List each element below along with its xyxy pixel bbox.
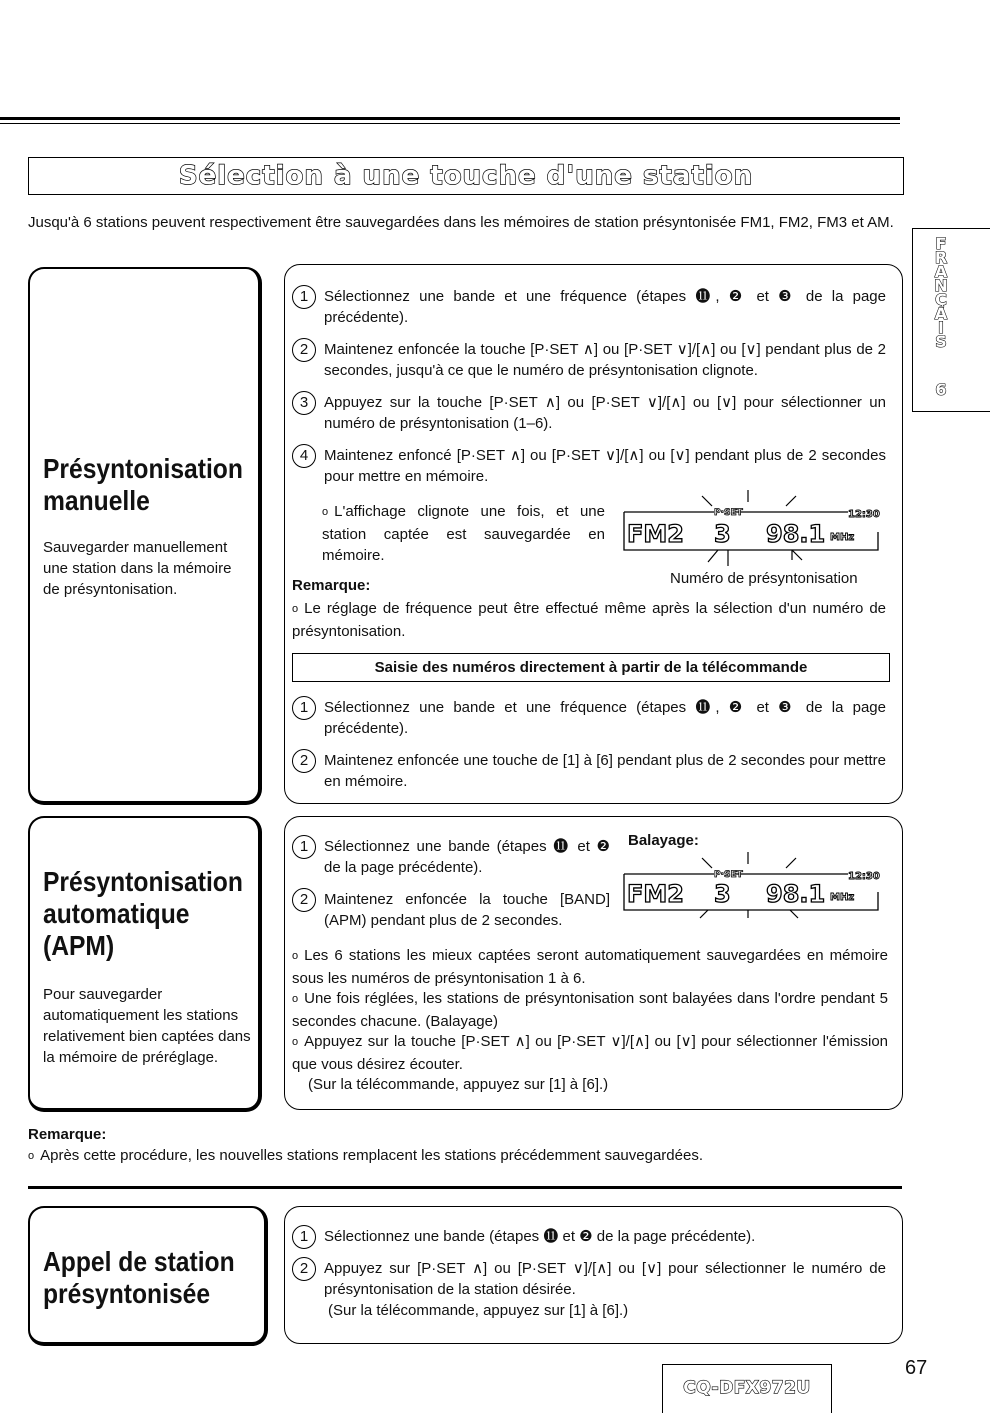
remote-step-1	[292, 697, 886, 739]
recall-step-2	[292, 1258, 886, 1300]
recall-heading-line2: présyntonisée	[43, 1278, 211, 1309]
auto-step-2	[292, 889, 610, 931]
lcd-band: FM2	[627, 520, 684, 548]
recall-step-1	[292, 1226, 886, 1249]
lcd-band: FM2	[627, 880, 684, 908]
remote-step-2	[292, 750, 886, 792]
lcd-display-graphic	[618, 490, 884, 570]
display-bullet: o L'affichage clignote une fois, et une station captée est sauvegardée en mémoire.	[322, 501, 605, 566]
auto-bullet-1: o Les 6 stations les mieux captées seront automatiquement sauvegardées en mémoire sous les numéros de présyntonisation 1 à 6.	[292, 945, 888, 989]
manual-heading-box	[28, 267, 262, 805]
auto-remote-note: (Sur la télécommande, appuyez sur [1] à [6].)	[308, 1076, 609, 1093]
step-text: Sélectionnez une bande et une fréquence (étapes ⓫, ❷ et ❸ de la page précédente).	[324, 288, 886, 326]
step-text: Appuyez sur [P·SET ∧] ou [P·SET ∨]/[∧] ou [∨] pour sélectionner le numéro de présyntonisation de la station désirée.	[324, 1260, 886, 1298]
tab-letter: A	[934, 262, 948, 281]
page-title: Sélection à une touche d'une station	[178, 161, 754, 191]
auto-bullet-2: o Une fois réglées, les stations de présyntonisation sont balayées dans l'ordre pendant 5 secondes chacune. (Balayage)	[292, 988, 888, 1032]
lcd-clock: 12:30	[848, 871, 880, 882]
lcd-unit: MHz	[830, 532, 855, 543]
remote-subsection-title: Saisie des numéros directement à partir de la télécommande	[292, 653, 890, 682]
auto-heading-line2: automatique	[43, 898, 190, 929]
manual-step-2	[292, 339, 886, 381]
language-tab	[912, 228, 990, 412]
lcd-pset-label: P·SET	[714, 870, 743, 880]
tab-letter: I	[938, 318, 944, 337]
auto-step-1	[292, 836, 610, 878]
scan-label: Balayage:	[628, 832, 699, 849]
tab-letter: R	[934, 248, 948, 267]
step-number: 4	[292, 444, 316, 468]
lcd-unit: MHz	[830, 892, 855, 903]
lcd-frequency: 98.1	[766, 880, 826, 908]
tab-letter: Ç	[935, 290, 947, 309]
auto-heading-line1: Présyntonisation	[43, 866, 243, 897]
step-text: Sélectionnez une bande (étapes ⓫ et ❷ de la page précédente).	[324, 1228, 756, 1245]
remark-text: o Après cette procédure, les nouvelles stations remplacent les stations précédemment sauvegardées.	[28, 1145, 898, 1168]
remark-label: Remarque:	[28, 1126, 107, 1143]
language-tab-number: 6	[935, 380, 947, 399]
manual-remark-text: o Le réglage de fréquence peut être effectué même après la sélection d'un numéro de présyntonisation.	[292, 598, 886, 642]
section-divider	[28, 1186, 902, 1189]
step-number: 2	[292, 1257, 316, 1281]
manual-step-1	[292, 286, 886, 328]
step-text: Maintenez enfoncée une touche de [1] à [6] pendant plus de 2 secondes pour mettre en mémoire.	[324, 752, 886, 790]
auto-heading-box	[28, 816, 262, 1112]
step-number: 2	[292, 749, 316, 773]
recall-remote-note: (Sur la télécommande, appuyez sur [1] à [6].)	[328, 1302, 629, 1319]
step-number: 1	[292, 1225, 316, 1249]
intro-paragraph: Jusqu'à 6 stations peuvent respectivement être sauvegardées dans les mémoires de station présyntonisée FM1, FM2, FM3 et AM.	[28, 214, 894, 231]
recall-heading-box	[28, 1206, 268, 1346]
lcd-display-scan	[618, 852, 884, 922]
page-number: 67	[905, 1357, 928, 1379]
lcd-pset-label: P·SET	[714, 508, 743, 518]
tab-letter: A	[934, 304, 948, 323]
top-rule-thin	[0, 123, 900, 124]
manual-heading-line1: Présyntonisation	[43, 453, 243, 484]
language-tab-letters	[930, 234, 952, 351]
page-title-box	[28, 157, 904, 195]
auto-description: Pour sauvegarder automatiquement les stations relativement bien captées dans la mémoire de préréglage.	[43, 986, 251, 1066]
manual-description: Sauvegarder manuellement une station dans la mémoire de présyntonisation.	[43, 539, 232, 598]
manual-remark-label: Remarque:	[292, 577, 371, 594]
step-number: 1	[292, 285, 316, 309]
lcd-preset: 3	[714, 880, 731, 908]
lcd-display-graphic	[618, 852, 884, 922]
lcd-preset: 3	[714, 520, 731, 548]
top-rule	[0, 117, 900, 120]
lcd-clock: 12:30	[848, 509, 880, 520]
step-text: Maintenez enfoncée la touche [P·SET ∧] ou [P·SET ∨]/[∧] ou [∨] pendant plus de 2 secondes, jusqu'à ce que le numéro de présyntonisation clignote.	[324, 341, 886, 379]
tab-letter: F	[935, 234, 947, 253]
auto-heading-line3: (APM)	[43, 930, 115, 961]
step-number: 2	[292, 338, 316, 362]
auto-bullet-3: o Appuyez sur la touche [P·SET ∧] ou [P·SET ∨]/[∧] ou [∨] pour sélectionner l'émission que vous désirez écouter.	[292, 1031, 888, 1075]
step-text: Sélectionnez une bande (étapes ⓫ et ❷ de la page précédente).	[324, 838, 610, 876]
step-text: Maintenez enfoncée la touche [BAND] (APM) pendant plus de 2 secondes.	[324, 891, 610, 929]
model-name: CQ-DFX972U	[683, 1378, 811, 1398]
step-number: 3	[292, 391, 316, 415]
manual-step-3	[292, 392, 886, 434]
step-text: Appuyez sur la touche [P·SET ∧] ou [P·SET ∨]/[∧] ou [∨] pour sélectionner un numéro de présyntonisation (1–6).	[324, 394, 886, 432]
recall-heading-line1: Appel de station	[43, 1246, 235, 1277]
manual-step-4	[292, 445, 886, 487]
step-number: 2	[292, 888, 316, 912]
display-caption: Numéro de présyntonisation	[670, 570, 858, 587]
lcd-frequency: 98.1	[766, 520, 826, 548]
step-text: Maintenez enfoncé [P·SET ∧] ou [P·SET ∨]/[∧] ou [∨] pendant plus de 2 secondes pour mettre en mémoire.	[324, 447, 886, 485]
tab-letter: N	[934, 276, 948, 295]
lcd-display-manual	[618, 490, 884, 570]
step-text: Sélectionnez une bande et une fréquence (étapes ⓫, ❷ et ❸ de la page précédente).	[324, 699, 886, 737]
step-number: 1	[292, 696, 316, 720]
step-number: 1	[292, 835, 316, 859]
manual-heading-line2: manuelle	[43, 485, 150, 516]
tab-letter: S	[935, 332, 947, 351]
model-box	[662, 1364, 832, 1413]
